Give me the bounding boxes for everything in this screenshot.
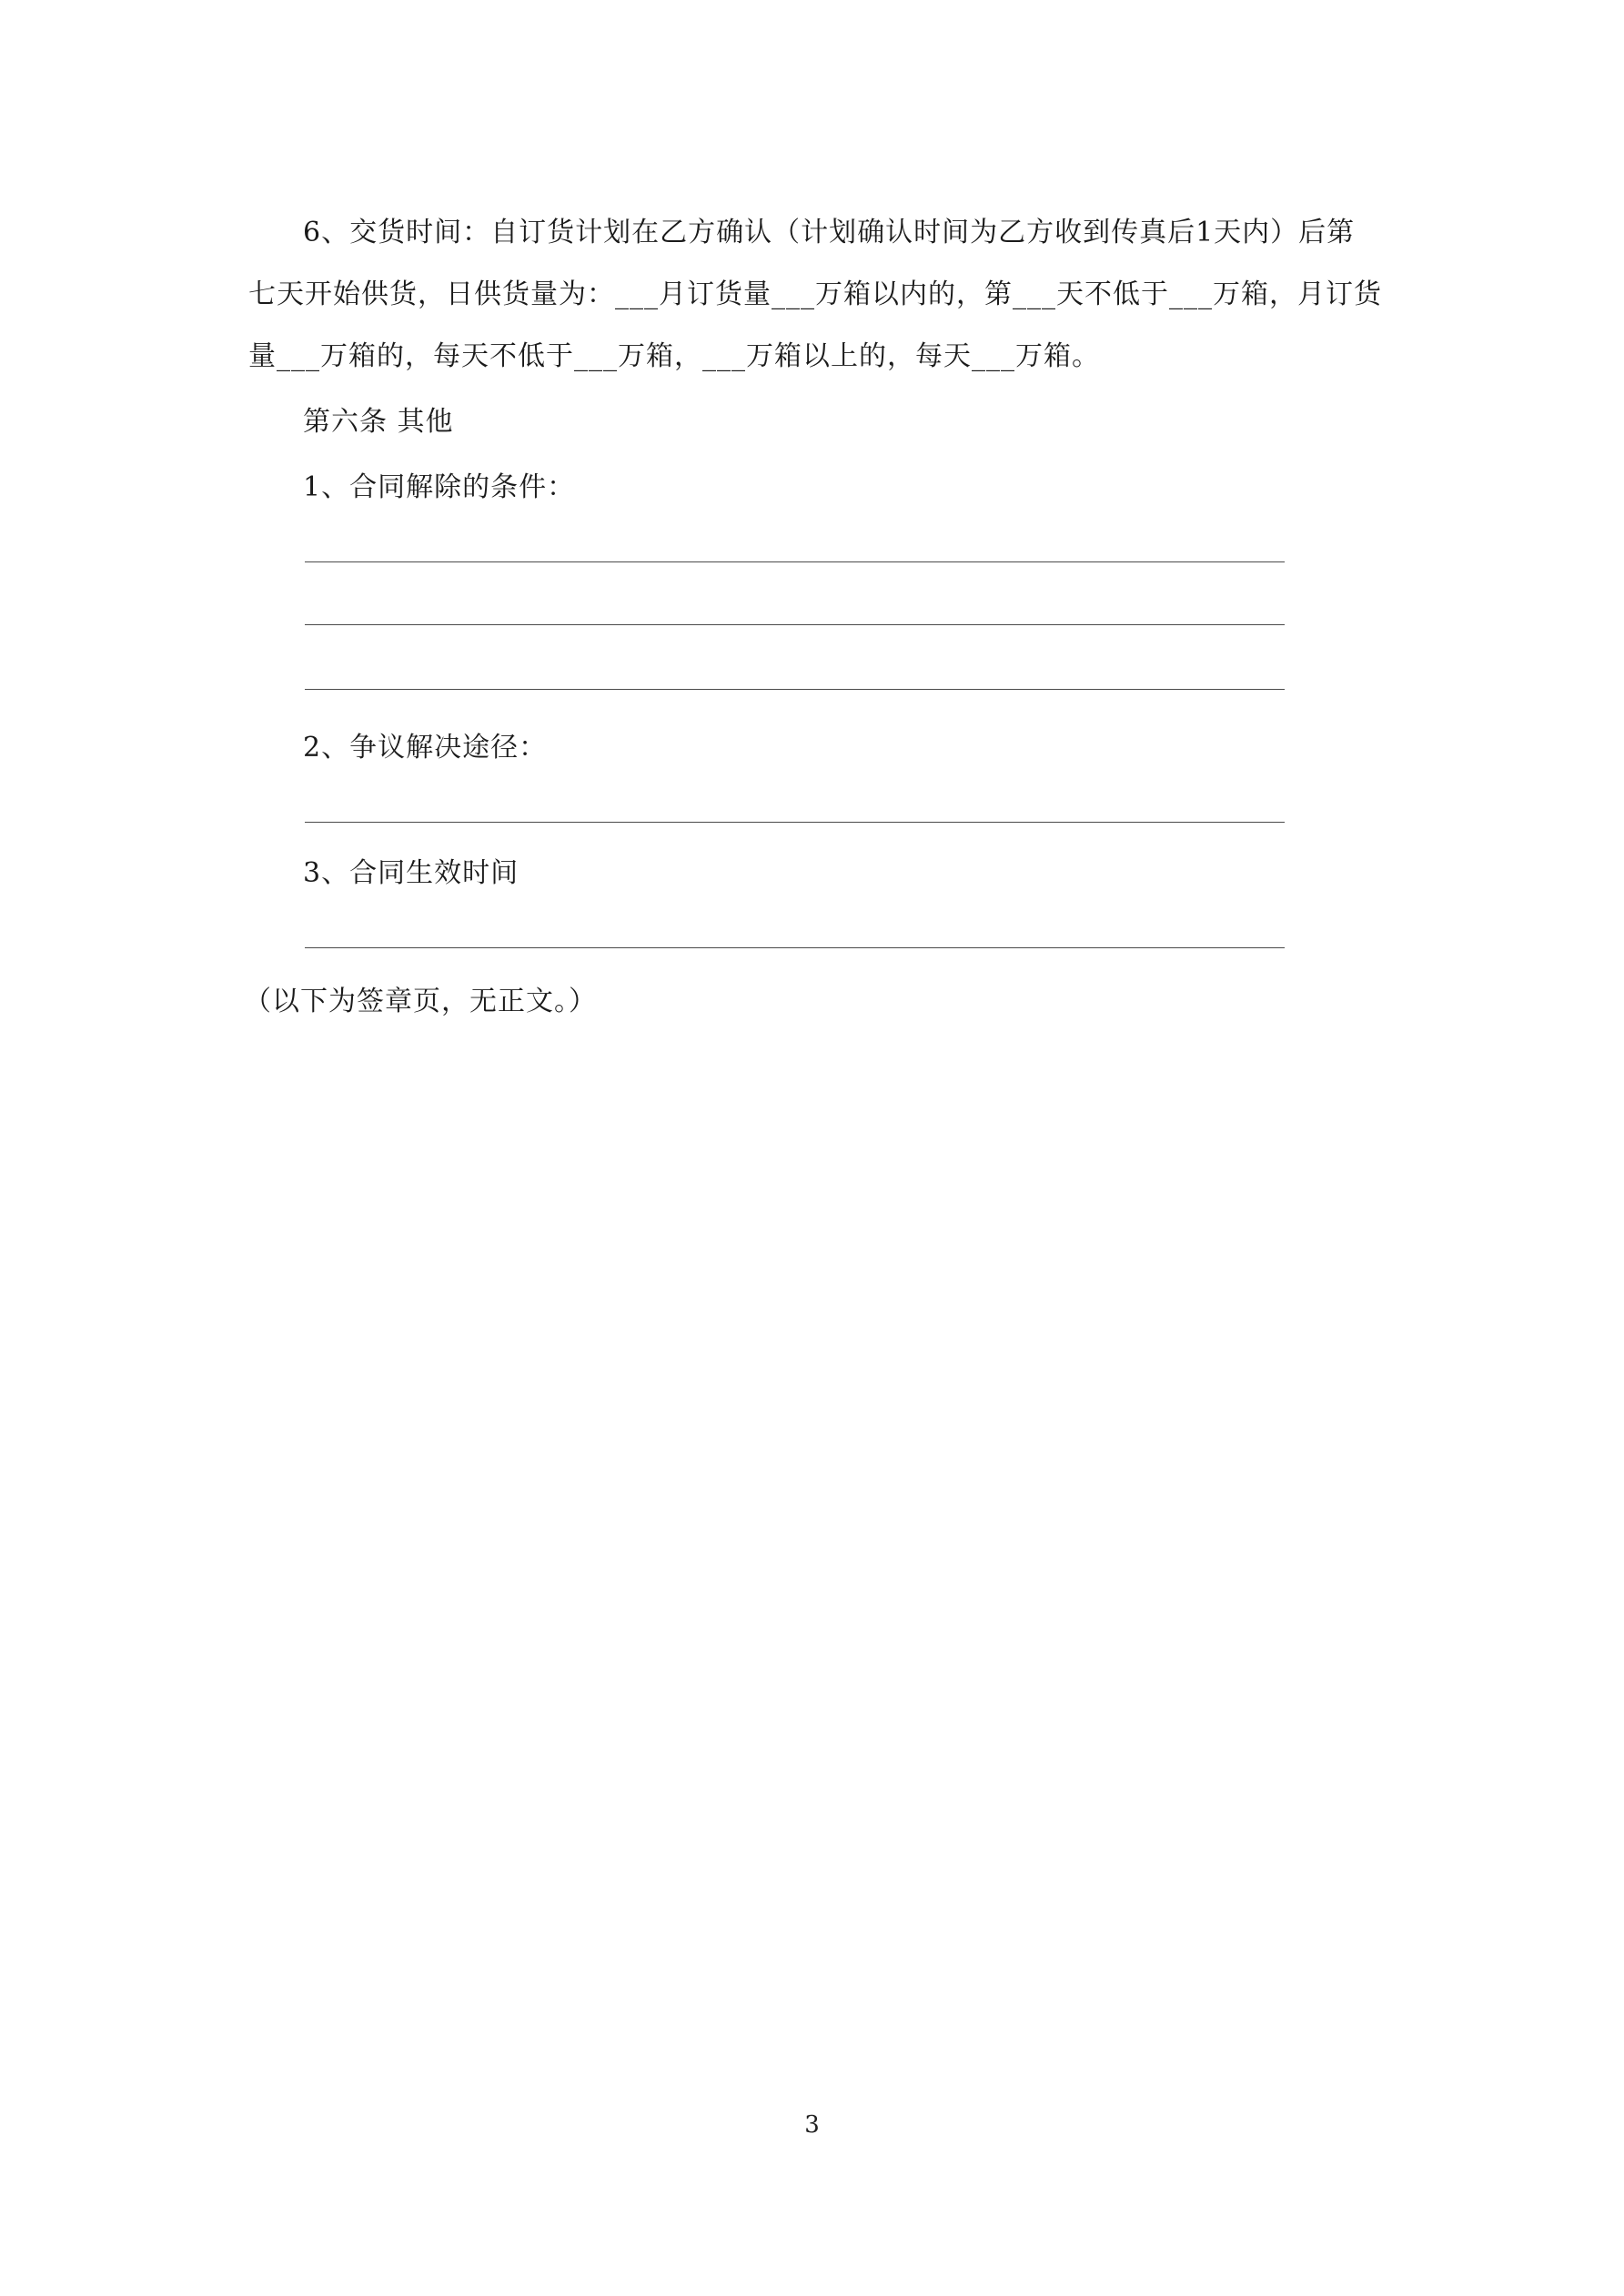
effective-date-label: 3、合同生效时间 [303, 857, 519, 889]
dispute-resolution-blank-line [305, 822, 1285, 823]
page-number: 3 [804, 2111, 820, 2139]
delivery-time-clause-line-2: 七天开始供货，日供货量为：___月订货量___万箱以内的，第___天不低于___万箱，月订货 [248, 278, 1382, 310]
effective-date-blank-line [305, 947, 1285, 948]
signature-page-note: （以下为签章页，无正文。） [244, 986, 597, 1017]
delivery-time-clause-line-1: 6、交货时间：自订货计划在乙方确认（计划确认时间为乙方收到传真后1天内）后第 [303, 217, 1356, 248]
article-6-heading: 第六条 其他 [303, 406, 454, 438]
termination-conditions-label: 1、合同解除的条件： [303, 471, 576, 503]
dispute-resolution-label: 2、争议解决途径： [303, 732, 548, 764]
termination-conditions-blank-line-3 [305, 689, 1285, 690]
termination-conditions-blank-line-2 [305, 624, 1285, 625]
termination-conditions-blank-line-1 [305, 561, 1285, 562]
delivery-time-clause-line-3: 量___万箱的，每天不低于___万箱，___万箱以上的，每天___万箱。 [248, 340, 1100, 372]
